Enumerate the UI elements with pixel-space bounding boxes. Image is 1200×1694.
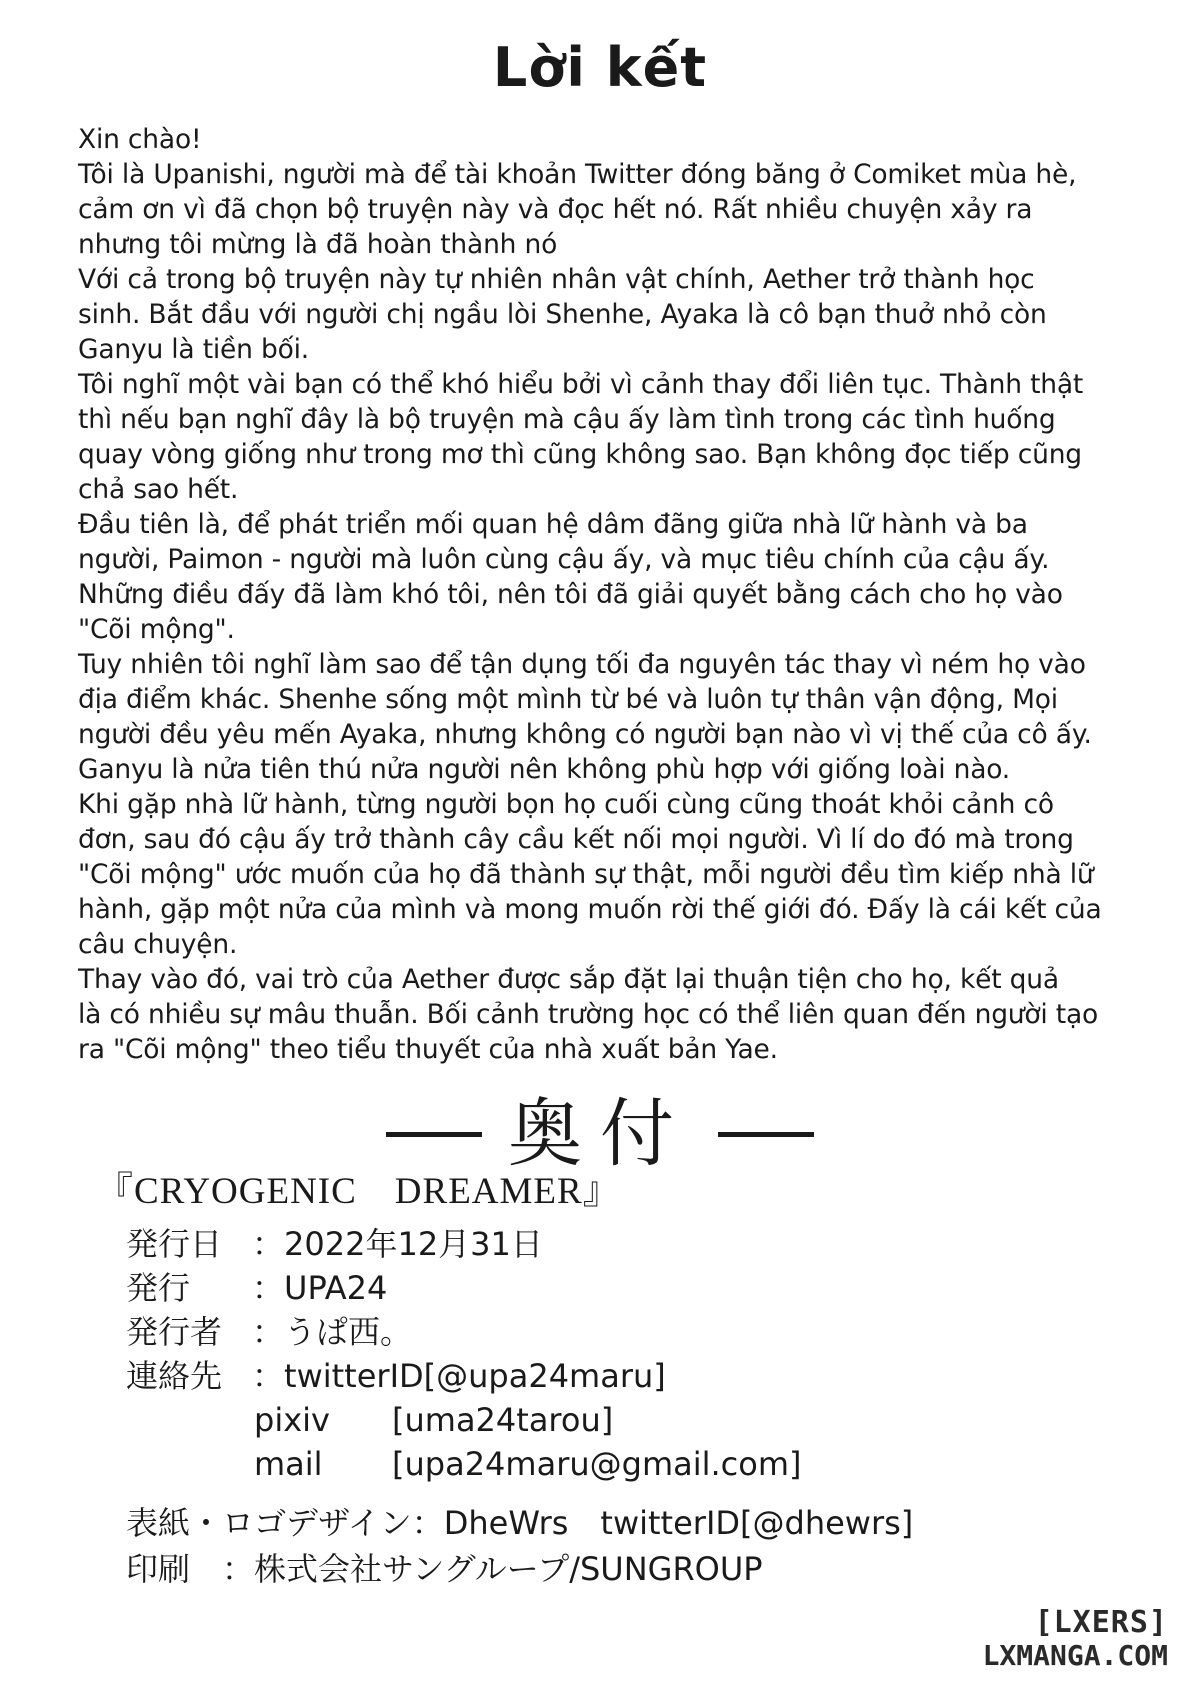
info-row-publisher	[126, 1266, 802, 1310]
contact-value: [uma24tarou]	[392, 1401, 614, 1439]
info-row-mail	[126, 1442, 802, 1486]
info-row-contact	[126, 1354, 802, 1398]
text-line: Ganyu là nửa tiên thú nửa người nên không phù hợp với giống loài nào.	[78, 754, 1011, 785]
watermark-bottom: LXMANGA.COM	[982, 1639, 1168, 1672]
text-line: cảm ơn vì đã chọn bộ truyện này và đọc hết nó. Rất nhiều chuyện xảy ra	[78, 194, 1033, 225]
text-line: Khi gặp nhà lữ hành, từng người bọn họ cuối cùng cũng thoát khỏi cảnh cô	[78, 789, 1054, 820]
afterword-text	[78, 122, 1158, 1067]
text-line: Xin chào!	[78, 124, 202, 155]
text-line: Những điều đấy đã làm khó tôi, nên tôi đã giải quyết bằng cách cho họ vào	[78, 579, 1063, 610]
text-line: là có nhiều sự mâu thuẫn. Bối cảnh trường học có thể liên quan đến người tạo	[78, 999, 1099, 1030]
credits	[126, 1500, 913, 1592]
text-line: ra "Cõi mộng" theo tiểu thuyết của nhà xuất bản Yae.	[78, 1034, 778, 1065]
info-separator: ：	[252, 1313, 285, 1351]
contact-label: pixiv	[254, 1401, 330, 1439]
info-row-issuer	[126, 1310, 802, 1354]
text-line: nhưng tôi mừng là đã hoàn thành nó	[78, 229, 558, 260]
info-label: 発行日	[126, 1225, 223, 1263]
text-line: thì nếu bạn nghĩ đây là bộ truyện mà cậu ấy làm tình trong các tình huống	[78, 404, 1056, 435]
info-separator: ：	[252, 1357, 285, 1395]
info-label: 発行	[126, 1269, 191, 1307]
text-line: Tôi là Upanishi, người mà để tài khoản Twitter đóng băng ở Comiket mùa hè,	[78, 159, 1077, 190]
watermark-top: [LXERS]	[1034, 1605, 1168, 1640]
text-line: địa điểm khác. Shenhe sống một mình từ bé và luôn tự thân vận động, Mọi	[78, 684, 1058, 715]
contact-value: [upa24maru@gmail.com]	[392, 1445, 802, 1483]
text-line: chả sao hết.	[78, 474, 239, 505]
info-value: twitterID[@upa24maru]	[284, 1357, 666, 1395]
text-line: quay vòng giống như trong mơ thì cũng không sao. Bạn không đọc tiếp cũng	[78, 439, 1082, 470]
page-title: Lời kết	[492, 36, 708, 99]
text-line: Ganyu là tiền bối.	[78, 334, 309, 365]
text-line: câu chuyện.	[78, 929, 238, 960]
text-line: sinh. Bắt đầu với người chị ngầu lòi Shenhe, Ayaka là cô bạn thuở nhỏ còn	[78, 299, 1047, 330]
info-value: 2022年12月31日	[284, 1225, 543, 1263]
text-line: đơn, sau đó cậu ấy trở thành cây cầu kết nối mọi người. Vì lí do đó mà trong	[78, 824, 1074, 855]
colophon-heading	[0, 1091, 1200, 1177]
text-line: Tôi nghĩ một vài bạn có thể khó hiểu bởi vì cảnh thay đổi liên tục. Thành thật	[78, 369, 1084, 400]
text-line: "Cõi mộng" ước muốn của họ đã thành sự thật, mỗi người đều tìm kiếp nhà lữ	[78, 859, 1094, 890]
credit-row-printing: 印刷 ：株式会社サングループ/SUNGROUP	[126, 1550, 763, 1588]
text-line: Với cả trong bộ truyện này tự nhiên nhân vật chính, Aether trở thành học	[78, 264, 1035, 295]
text-line: người đều yêu mến Ayaka, nhưng không có người bạn nào vì vị thế của cô ấy.	[78, 719, 1092, 750]
info-row-pixiv	[126, 1398, 802, 1442]
info-value: UPA24	[284, 1269, 388, 1307]
text-line: hành, gặp một nửa của mình và mong muốn rời thế giới đó. Đấy là cái kết của	[78, 894, 1102, 925]
book-title: 『CRYOGENIC DREAMER』	[96, 1171, 621, 1212]
info-row-date	[126, 1222, 802, 1266]
heading-dash-right	[718, 1132, 814, 1137]
publication-info	[126, 1222, 802, 1486]
text-line: Tuy nhiên tôi nghĩ làm sao để tận dụng tối đa nguyên tác thay vì ném họ vào	[78, 649, 1086, 680]
watermark-logo	[983, 1606, 1168, 1672]
info-label: 発行者	[126, 1313, 223, 1351]
text-line: người, Paimon - người mà luôn cùng cậu ấy, và mục tiêu chính của cậu ấy.	[78, 544, 1050, 575]
heading-dash-left	[386, 1132, 482, 1137]
text-line: Đầu tiên là, để phát triển mối quan hệ dâm đãng giữa nhà lữ hành và ba	[78, 509, 1028, 540]
info-separator: ：	[252, 1225, 285, 1263]
credit-row-design: 表紙・ロゴデザイン：DheWrs twitterID[@dhewrs]	[126, 1504, 914, 1542]
info-value: うぱ西。	[284, 1313, 413, 1351]
contact-label: mail	[254, 1445, 323, 1483]
text-line: Thay vào đó, vai trò của Aether được sắp đặt lại thuận tiện cho họ, kết quả	[78, 964, 1059, 995]
colophon-heading-text: 奥付	[508, 1091, 692, 1177]
text-line: "Cõi mộng".	[78, 614, 235, 645]
info-separator: ：	[252, 1269, 285, 1307]
info-label: 連絡先	[126, 1357, 223, 1395]
